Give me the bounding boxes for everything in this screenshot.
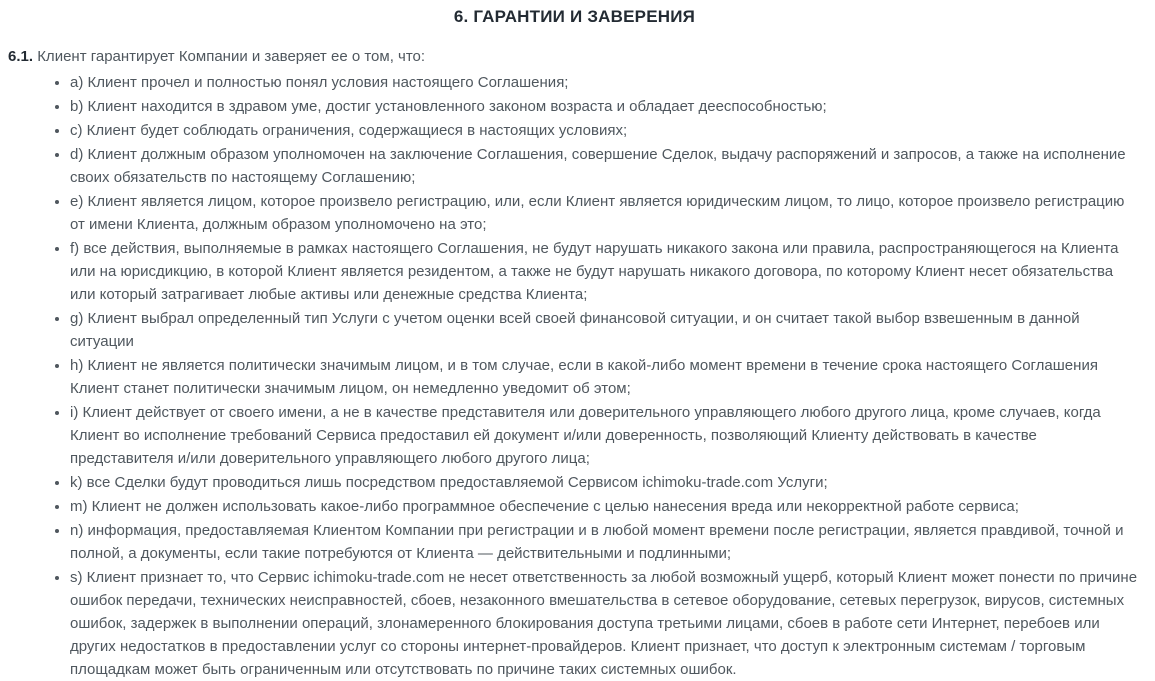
- list-item: • g) Клиент выбрал определенный тип Услуги с учетом оценки всей своей финансовой ситуации, и он считает такой выбор взвешенным в данной ситуации: [70, 307, 1141, 353]
- list-item: • h) Клиент не является политически значимым лицом, и в том случае, если в какой-либо момент времени в течение срока настоящего Соглашения Клиент станет политически значимым лицом, он немедленно уведомит об этом;: [70, 354, 1141, 400]
- intro-clause: [8, 45, 1141, 68]
- section-title: 6. ГАРАНТИИ И ЗАВЕРЕНИЯ: [453, 7, 696, 26]
- intro-text: Клиент гарантирует Компании и заверяет ее о том, что:: [33, 48, 426, 65]
- list-item: • m) Клиент не должен использовать какое-либо программное обеспечение с целью нанесения вреда или некорректной работе сервиса;: [70, 495, 1141, 518]
- section-number: 6.1.: [8, 48, 34, 65]
- list-item: • b) Клиент находится в здравом уме, достиг установленного законом возраста и обладает дееспособностью;: [70, 95, 1141, 118]
- list-item: • f) все действия, выполняемые в рамках настоящего Соглашения, не будут нарушать никакого закона или правила, распространяющегося на Клиента или на юрисдикцию, в которой Клиент является резидентом, а также не будут нарушать никакого договора, по которому Клиент несет обязательства или который затрагивает любые активы или денежные средства Клиента;: [70, 237, 1141, 306]
- list-item: • e) Клиент является лицом, которое произвело регистрацию, или, если Клиент является юридическим лицом, то лицо, которое произвело регистрацию от имени Клиента, должным образом уполномочено на это;: [70, 190, 1141, 236]
- list-item: • k) все Сделки будут проводиться лишь посредством предоставляемой Сервисом ichimoku-trade.com Услуги;: [70, 471, 1141, 494]
- list-item: • a) Клиент прочел и полностью понял условия настоящего Соглашения;: [70, 71, 1141, 94]
- list-item: • i) Клиент действует от своего имени, а не в качестве представителя или доверительного управляющего любого другого лица, кроме случаев, когда Клиент во исполнение требований Сервиса предоставил ей документ и/или доверенность, позволяющий Клиенту действовать в качестве представителя и/или доверительного управляющего любого другого лица;: [70, 401, 1141, 470]
- list-item: • n) информация, предоставляемая Клиентом Компании при регистрации и в любой момент времени после регистрации, является правдивой, точной и полной, а документы, если такие потребуются от Клиента — действительными и подлинными;: [70, 519, 1141, 565]
- list-item: • s) Клиент признает то, что Сервис ichimoku-trade.com не несет ответственность за любой возможный ущерб, который Клиент может понести по причине ошибок передачи, технических неисправностей, сбоев, незаконного вмешательства в сетевое оборудование, сетевых перегрузок, вирусов, системных ошибок, задержек в выполнении операций, злонамеренного блокирования доступа третьими лицами, сбоев в работе сети Интернет, перебоев или других недостатков в предоставлении услуг со стороны интернет-провайдеров. Клиент признает, что доступ к электронным системам / торговым площадкам может быть ограниченным или отсутствовать по причине таких системных ошибок.: [70, 566, 1141, 681]
- list-item: • d) Клиент должным образом уполномочен на заключение Соглашения, совершение Сделок, выдачу распоряжений и запросов, а также на исполнение своих обязательств по настоящему Соглашению;: [70, 143, 1141, 189]
- warranty-list: [8, 71, 1141, 681]
- list-item: • c) Клиент будет соблюдать ограничения, содержащиеся в настоящих условиях;: [70, 119, 1141, 142]
